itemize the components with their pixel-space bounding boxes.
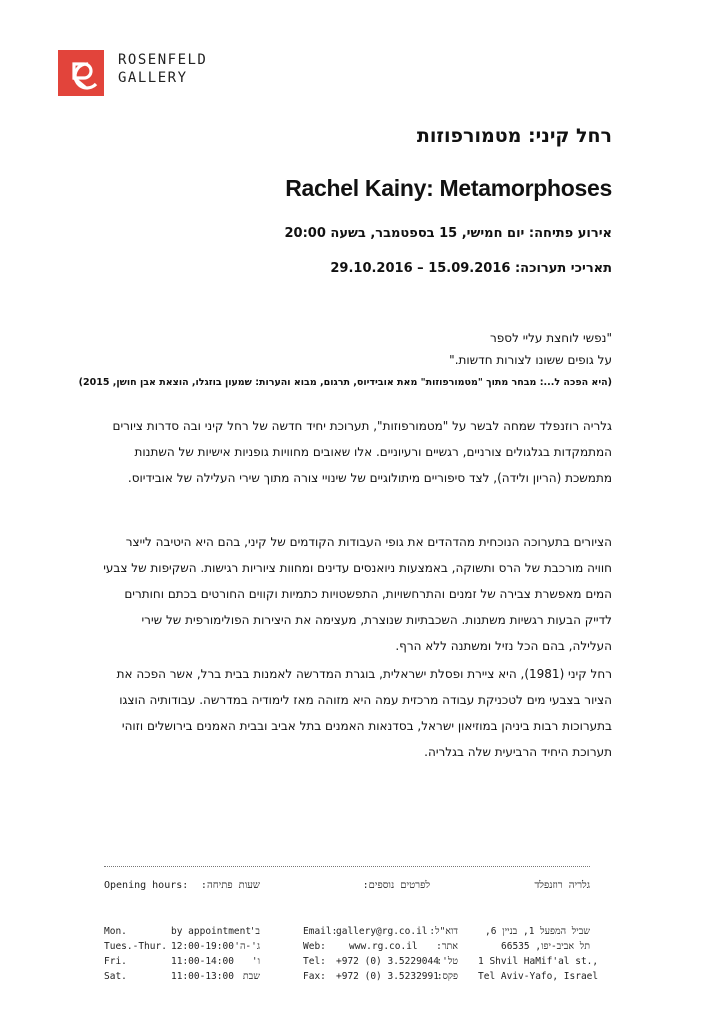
email-link[interactable]: gallery@rg.co.il xyxy=(336,926,428,937)
hours-time: 11:00-14:00 xyxy=(171,956,234,967)
contact-label-he: דוא"ל: xyxy=(429,926,458,937)
hours-day-en: Sat. xyxy=(104,971,127,982)
gallery-name-he: גלריה רוזנפלד xyxy=(534,880,590,891)
contact-label-he: אתר: xyxy=(436,941,458,952)
contact-label-he: פקס: xyxy=(436,971,458,982)
hours-time: by appointment xyxy=(171,926,252,937)
quote-line2: על גופים ששונו לצורות חדשות." xyxy=(449,353,612,367)
hours-day-en: Mon. xyxy=(104,926,127,937)
address-en-line2: Tel Aviv-Yafo, Israel xyxy=(478,971,599,982)
hours-time: 11:00-13:00 xyxy=(171,971,234,982)
hours-label-en: Opening hours: xyxy=(104,880,189,891)
footer-divider xyxy=(104,866,590,867)
english-title: Rachel Kainy: Metamorphoses xyxy=(285,175,612,201)
contact-label-en: Fax: xyxy=(303,971,326,982)
exhibition-dates: תאריכי תערוכה: 15.09.2016 – 29.10.2016 xyxy=(330,261,612,276)
hours-day-he: ג'-ה' xyxy=(234,941,260,952)
hebrew-title: רחל קיני: מטמורפוזות xyxy=(416,125,612,147)
contact-label-en: Tel: xyxy=(303,956,326,967)
quote-source: (היא הפכה ל...: מבחר מתוך "מטמורפוזות" מאת אובידיוס, תרגום, מבוא והערות: שמעון בוזגלו, הוצאת אבן חושן, 2015) xyxy=(78,377,612,388)
hours-day-en: Tues.-Thur. xyxy=(104,941,167,952)
contact-label-en: Web: xyxy=(303,941,326,952)
wordmark-line2: GALLERY xyxy=(118,70,188,86)
opening-event: אירוע פתיחה: יום חמישי, 15 בספטמבר, בשעה 20:00 xyxy=(284,226,612,241)
address-he-line2: תל אביב-יפו, 66535 xyxy=(501,941,590,952)
website-link[interactable]: www.rg.co.il xyxy=(349,941,418,952)
hours-day-en: Fri. xyxy=(104,956,127,967)
hours-day-he: שבת xyxy=(242,971,260,982)
hours-label-he: שעות פתיחה: xyxy=(200,880,260,891)
gallery-logo-icon xyxy=(58,50,104,96)
quote-line1: "נפשי לוחצת עליי לספר xyxy=(490,331,612,345)
contact-label-he: טל': xyxy=(436,956,458,967)
ovid-quote xyxy=(92,327,612,371)
hours-day-he: ב' xyxy=(249,926,260,937)
address-en-line1: 1 Shvil HaMif'al st., xyxy=(478,956,599,967)
paragraph-intro: גלריה רוזנפלד שמחה לבשר על "מטמורפוזות", תערוכת יחיד חדשה של רחל קיני ובה סדרות ציורים המתמקדות בגלגולים צורניים, רגשיים ורעיוניים. אלו שאובים מחוויות גופניות אישיות של השתנות מתמשכת (הריון ולידה), לצד סיפוריים מיתולוגיים של שינויי צורה מתוך שירי העלילה של אובידיוס. xyxy=(112,419,612,485)
phone-number: +972 (0) 3.5229044 xyxy=(336,956,439,967)
gallery-wordmark xyxy=(118,51,207,87)
fax-number: +972 (0) 3.5232991 xyxy=(336,971,439,982)
paragraph-works: הציורים בתערוכה הנוכחית מהדהדים את גופי העבודות הקודמים של קיני, בהם היא היטיבה לייצר חוויה מורכבת של הרס ותשוקה, באמצעות ניואנסים עדינים ומחוות ציוריות רגישות. השקיפות של צבעי המים מאפשרת צבירה של זמנים והתרחשויות, התפשטויות כתמיות וקווים החורטים בכתם וחותרים לדייק הבעות רגשיות משתנות. השכבתיות שנוצרת, מעצימה את היצירות הפולימורפית של שירי העלילה, בהם הכל נזיל ומשתנה ללא הרף. xyxy=(103,535,612,653)
hours-time: 12:00-19:00 xyxy=(171,941,234,952)
contact-label-en: Email: xyxy=(303,926,338,937)
address-he-line1: שביל המפעל 1, בניין 6, xyxy=(484,926,590,937)
details-label-he: לפרטים נוספים: xyxy=(362,880,430,891)
hours-day-he: ו' xyxy=(251,956,260,967)
wordmark-line1: ROSENFELD xyxy=(118,52,208,68)
paragraph-bio: רחל קיני (1981), היא ציירת ופסלת ישראלית, בוגרת המדרשה לאמנות בבית ברל, אשר הפכה את הציור בצבעי מים לטכניקת עבודה מרכזית עמה היא מזוהה מאז לימודיה במדרשה. עבודותיה הוצגו בתערוכות רבות ביניהן במוזיאון ישראל, בסדנאות האמנים בתל אביב ובבית האמנים בירושלים וזוהי תערוכת היחיד הרביעית שלה בגלריה. xyxy=(116,667,612,759)
